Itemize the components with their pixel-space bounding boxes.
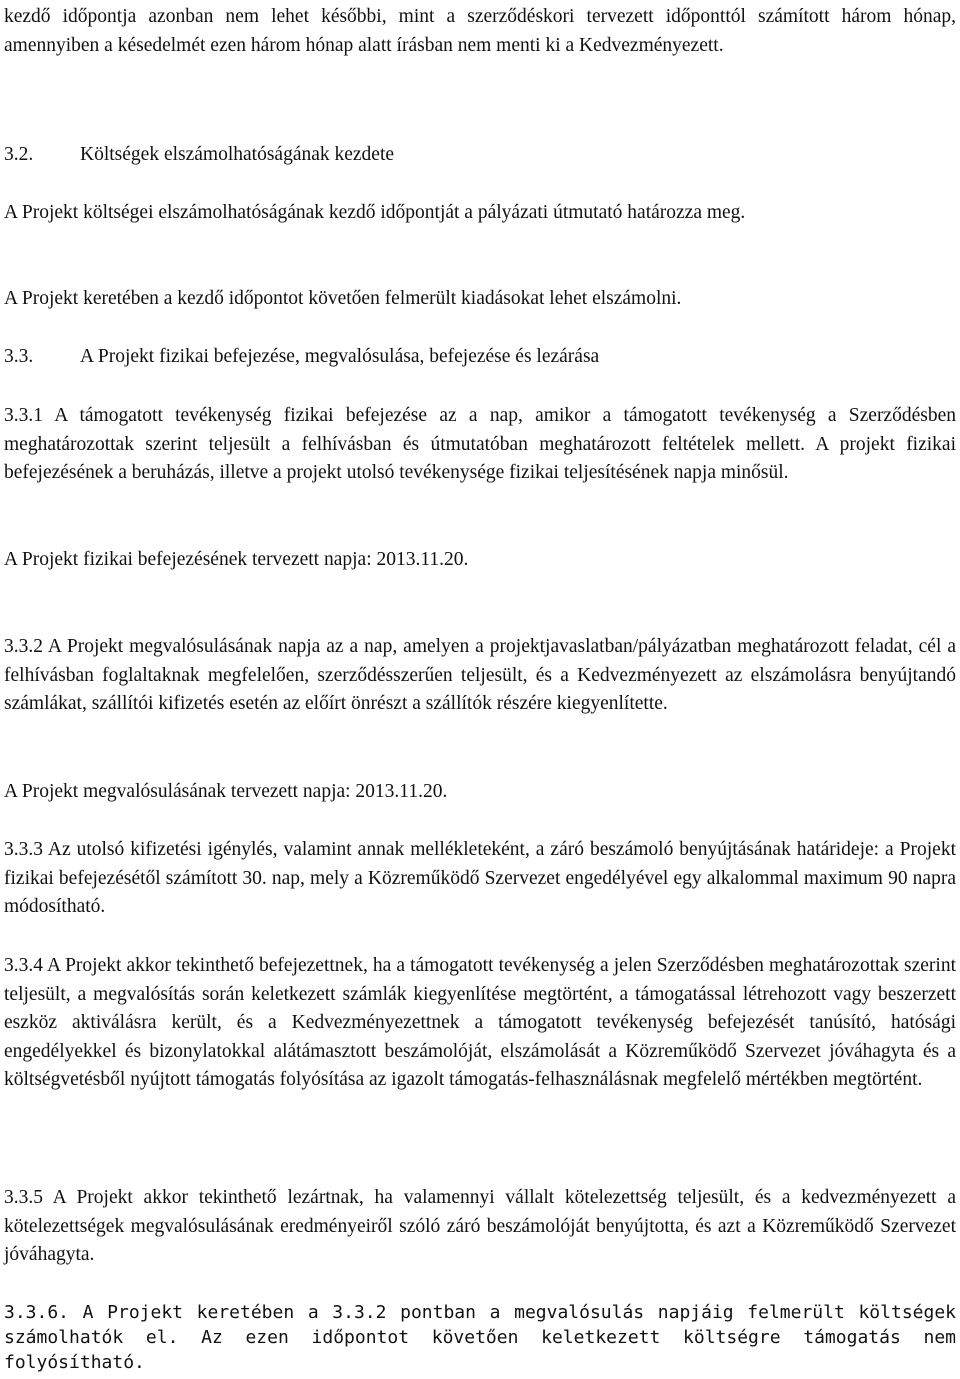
intro-paragraph: kezdő időpontja azonban nem lehet későbbi, mint a szerződéskori tervezett időponttól számított három hónap, amennyiben a késedelmét ezen három hónap alatt írásban nem menti ki a Kedvezményezett. xyxy=(4,6,956,56)
section-3-2-paragraph-1: A Projekt költségei elszámolhatóságának kezdő időpontját a pályázati útmutató határozza meg. xyxy=(4,202,746,223)
section-3-3-6-paragraph: 3.3.6. A Projekt keretében a 3.3.2 pontban a megvalósulás napjáig felmerült költségek számolhatók el. Az ezen időpontot követően keletkezett költségre támogatás nem folyósítható. xyxy=(4,1302,956,1373)
section-3-3-number: 3.3. xyxy=(4,346,34,367)
section-3-3-heading xyxy=(4,343,956,372)
section-3-3-5-paragraph: 3.3.5 A Projekt akkor tekinthető lezártnak, ha valamennyi vállalt kötelezettség teljesült, és a kedvezményezett a kötelezettségek megvalósulásának eredményeiről szóló záró beszámolóját benyújtotta, és azt a Közreműködő Szervezet jóváhagyta. xyxy=(4,1187,956,1265)
section-3-3-2-date-line: A Projekt megvalósulásának tervezett napja: 2013.11.20. xyxy=(4,781,448,802)
section-3-3-1-date-line: A Projekt fizikai befejezésének tervezett napja: 2013.11.20. xyxy=(4,549,469,570)
section-3-2-paragraph-2: A Projekt keretében a kezdő időpontot követően felmerült kiadásokat lehet elszámolni. xyxy=(4,288,682,309)
section-3-3-4-paragraph: 3.3.4 A Projekt akkor tekinthető befejezettnek, ha a támogatott tevékenység a jelen Szerződésben meghatározottak szerint teljesült, a megvalósítás során keletkezett számlák kiegyenlítése megtörtént, a támogatással létrehozott vagy beszerzett eszköz aktiválásra került, és a Kedvezményezettnek a támogatott tevékenység befejezését tanúsító, hatósági engedélyekkel és bizonylatokkal alátámasztott beszámolóját, elszámolását a Közreműködő Szervezet jóváhagyta és a költségvetésből nyújtott támogatás folyósítása az igazolt támogatás-felhasználásnak megfelelő mértékben megtörtént. xyxy=(4,955,956,1090)
section-3-3-1-paragraph: 3.3.1 A támogatott tevékenység fizikai befejezése az a nap, amikor a támogatott tevékenység a Szerződésben meghatározottak szerint teljesült a felhívásban és útmutatóban meghatározott feltételek mellett. A projekt fizikai befejezésének a beruházás, illetve a projekt utolsó tevékenysége fizikai teljesítésének napja minősül. xyxy=(4,405,956,483)
section-3-2-title: Költségek elszámolhatóságának kezdete xyxy=(80,144,395,165)
section-3-2-number: 3.2. xyxy=(4,144,34,165)
section-3-3-title: A Projekt fizikai befejezése, megvalósulása, befejezése és lezárása xyxy=(80,346,600,367)
section-3-3-2-paragraph: 3.3.2 A Projekt megvalósulásának napja az a nap, amelyen a projektjavaslatban/pályázatban meghatározott feladat, cél a felhívásban foglaltaknak megfelelően, szerződésszerűen teljesült, és a Kedvezményezett az elszámolásra benyújtandó számlákat, szállítói kifizetés esetén az előírt önrészt a szállítók részére kiegyenlítette. xyxy=(4,636,956,714)
section-3-3-3-paragraph: 3.3.3 Az utolsó kifizetési igénylés, valamint annak mellékleteként, a záró beszámoló benyújtásának határideje: a Projekt fizikai befejezésétől számított 30. nap, mely a Közreműködő Szervezet engedélyével egy alkalommal maximum 90 napra módosítható. xyxy=(4,839,956,917)
section-3-2-heading xyxy=(4,141,956,170)
